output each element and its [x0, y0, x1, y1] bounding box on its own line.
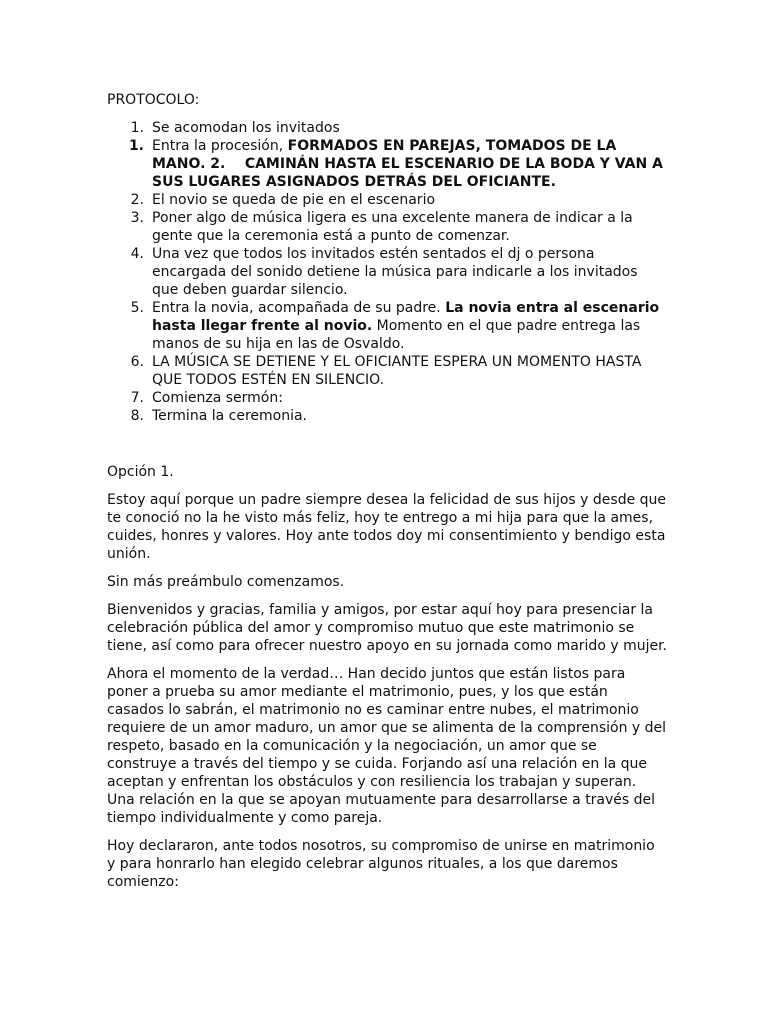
list-item [107, 119, 667, 137]
list-item-number: 5. [130, 300, 144, 316]
paragraph: Estoy aquí porque un padre siempre desea la felicidad de sus hijos y desde que te conoció no la he visto más feliz, hoy te entrego a mi hija para que la ames, cuides, honres y valores. Hoy ante todos doy mi consentimiento y bendigo esta unión. [107, 492, 667, 562]
paragraph: Bienvenidos y gracias, familia y amigos, por estar aquí hoy para presenciar la celebración pública del amor y compromiso mutuo que este matrimonio se tiene, así como para ofrecer nuestro apoyo en su jornada como marido y mujer. [107, 602, 668, 654]
list-item-text: Una vez que todos los invitados estén sentados el dj o persona encargada del sonido detiene la música para indicarle a los invitados que deben guardar silencio. [152, 246, 638, 298]
list-item-text: Comienza sermón: [152, 390, 283, 406]
list-item [107, 407, 667, 425]
list-item [107, 353, 667, 389]
list-item-bold-text: La novia entra al escenario hasta llegar frente al novio. [152, 300, 660, 334]
list-item-text: Entra la procesión, [152, 138, 288, 154]
list-item-text: Poner algo de música ligera es una excelente manera de indicar a la gente que la ceremonia está a punto de comenzar. [152, 210, 633, 244]
list-item-number: 1. [128, 138, 144, 154]
list-item-bold-text: FORMADOS EN PAREJAS, TOMADOS DE LA MANO. 2. CAMINÁN HASTA EL ESCENARIO DE LA BODA Y VAN A SUS LUGARES ASIGNADOS DETRÁS DEL OFICIANTE. [152, 138, 663, 190]
list-item-number: 8. [130, 408, 144, 424]
paragraph: Sin más preámbulo comenzamos. [107, 574, 345, 590]
paragraph: Ahora el momento de la verdad… Han decido juntos que están listos para poner a prueba su amor mediante el matrimonio, pues, y los que están casados lo sabrán, el matrimonio no es caminar entre nubes, el matrimonio requiere de un amor maduro, un amor que se alimenta de la comprensión y del respeto, basado en la comunicación y la negociación, un amor que se construye a través del tiempo y se cuida. Forjando así una relación en la que aceptan y enfrentan los obstáculos y con resiliencia los trabajan y superan. Una relación en la que se apoyan mutuamente para desarrollarse a través del tiempo individualmente y como pareja. [107, 666, 667, 826]
list-item-number: 6. [130, 354, 144, 370]
list-item [107, 299, 667, 353]
paragraph: Hoy declararon, ante todos nosotros, su compromiso de unirse en matrimonio y para honrarlo han elegido celebrar algunos rituales, a los que daremos comienzo: [107, 838, 655, 890]
list-item-number: 3. [130, 210, 144, 226]
list-item-number: 2. [130, 192, 144, 208]
protocol-heading: PROTOCOLO: [107, 92, 200, 108]
list-item-text: Termina la ceremonia. [152, 408, 308, 424]
list-item-text: El novio se queda de pie en el escenario [152, 192, 436, 208]
list-item-text: Entra la novia, acompañada de su padre. [152, 300, 446, 316]
list-item [107, 191, 667, 209]
list-item [107, 389, 667, 407]
list-item-text: Se acomodan los invitados [152, 120, 340, 136]
section-spacer [107, 425, 667, 463]
protocol-list-first [107, 119, 667, 137]
list-item [107, 209, 667, 245]
list-item [107, 137, 667, 191]
document-body [107, 91, 667, 901]
list-item-text-continued: Momento en el que padre entrega las manos de su hija en las de Osvaldo. [152, 318, 641, 352]
list-item-number: 7. [130, 390, 144, 406]
list-item-text: LA MÚSICA SE DETIENE Y EL OFICIANTE ESPERA UN MOMENTO HASTA QUE TODOS ESTÉN EN SILENCIO. [152, 354, 642, 388]
list-item-number: 4. [130, 246, 144, 262]
option-heading: Opción 1. [107, 464, 174, 480]
protocol-list-steps [107, 191, 667, 425]
protocol-list-procession [107, 137, 667, 191]
list-item-number: 1. [130, 120, 144, 136]
list-item [107, 245, 667, 299]
